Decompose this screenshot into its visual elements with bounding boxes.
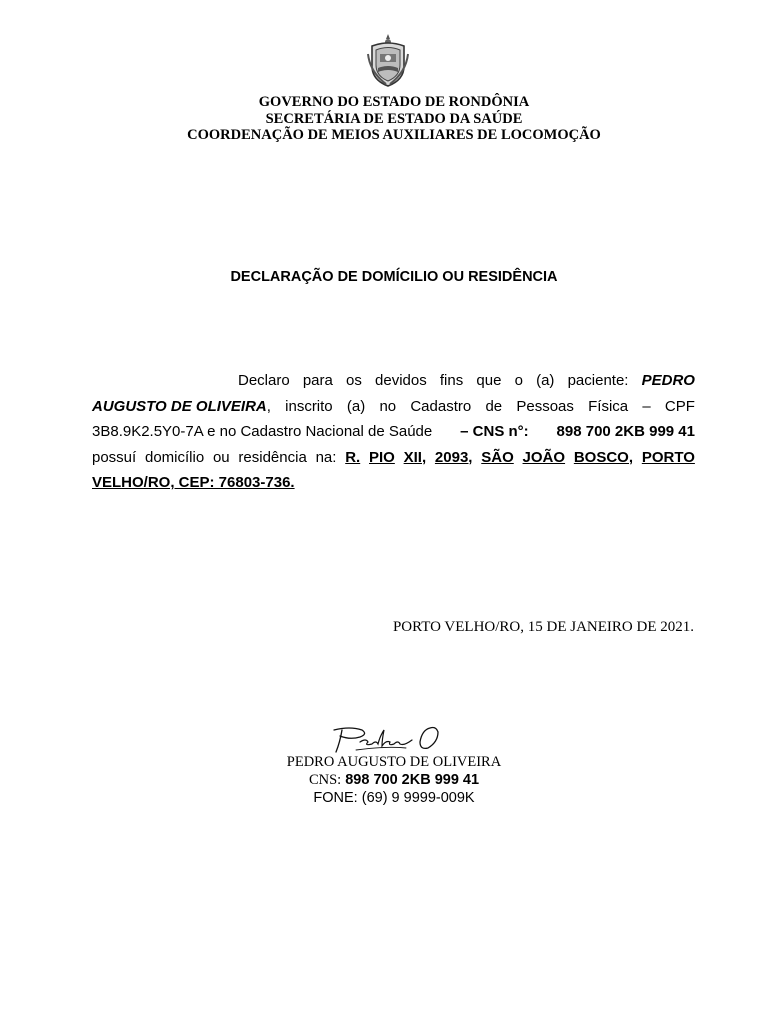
address-word: PIO [369,448,395,466]
signer-phone [0,789,768,807]
address-word: R. [345,448,361,466]
body-word: , [266,397,271,415]
declaration-body [92,368,695,496]
body-word: (a) [346,397,366,415]
body-word: ou [212,448,230,466]
cpf-text: 3B8.9K2.5Y0-7A e no Cadastro Nacional de Saúde [92,423,433,440]
body-word: no [379,397,397,415]
document-title: DECLARAÇÃO DE DOMÍCILIO OU RESIDÊNCIA [230,269,558,285]
body-word: Cadastro [410,397,472,415]
document-header [0,94,768,144]
cns-label: – CNS n°: [460,423,529,440]
body-word: paciente: [567,372,629,389]
patient-name-part: AUGUSTO DE OLIVEIRA [92,397,267,415]
body-word: para [302,372,333,389]
body-word: os [346,372,362,389]
body-word: Física [588,397,629,415]
header-coordination: COORDENAÇÃO DE MEIOS AUXILIARES DE LOCOMOÇÃO [187,127,601,143]
body-word: domicílio [144,448,205,466]
cns-number: 898 700 2KB 999 41 [556,423,695,440]
state-coat-of-arms-icon [366,32,410,88]
body-word: devidos [375,372,427,389]
address-word: SÃO [481,448,514,466]
body-line [92,394,695,420]
body-word: inscrito [285,397,333,415]
body-word: Declaro [238,372,290,389]
address-word: JOÃO [522,448,566,466]
signer-phone-value: (69) 9 9999-009K [361,790,475,806]
place-and-date: PORTO VELHO/RO, 15 DE JANEIRO DE 2021. [392,619,694,635]
patient-name-part: PEDRO [641,372,695,389]
signer-cns-value: 898 700 2KB 999 41 [345,772,480,788]
header-secretariat: SECRETÁRIA DE ESTADO DA SAÚDE [265,110,523,127]
body-line [92,445,695,471]
address-word: 2093, [434,448,473,466]
signer-cns [0,771,768,789]
body-word: Pessoas [516,397,574,415]
body-word: residência [238,448,307,466]
body-word: (a) [536,372,555,389]
body-word: o [514,372,523,389]
signer-name: PEDRO AUGUSTO DE OLIVEIRA [286,754,502,770]
address-continuation: VELHO/RO, CEP: 76803-736. [92,474,295,491]
body-word: possuí [92,448,137,466]
signer-cns-label: CNS: [308,772,342,788]
body-word: de [485,397,503,415]
body-word: fins [439,372,464,389]
address-word: BOSCO, [573,448,634,466]
address-word: PORTO [641,448,695,466]
body-word: CPF [664,397,695,415]
body-word: – [642,397,651,415]
body-line [92,419,695,445]
header-government: GOVERNO DO ESTADO DE RONDÔNIA [258,94,530,110]
body-word: na: [315,448,337,466]
body-line [92,470,695,496]
address-word: XII, [403,448,427,466]
body-word: que [476,372,502,389]
body-word [92,394,271,420]
handwritten-signature [326,722,446,756]
signature-block [0,753,768,807]
body-line [92,368,695,394]
signer-phone-label: FONE: [313,790,358,806]
